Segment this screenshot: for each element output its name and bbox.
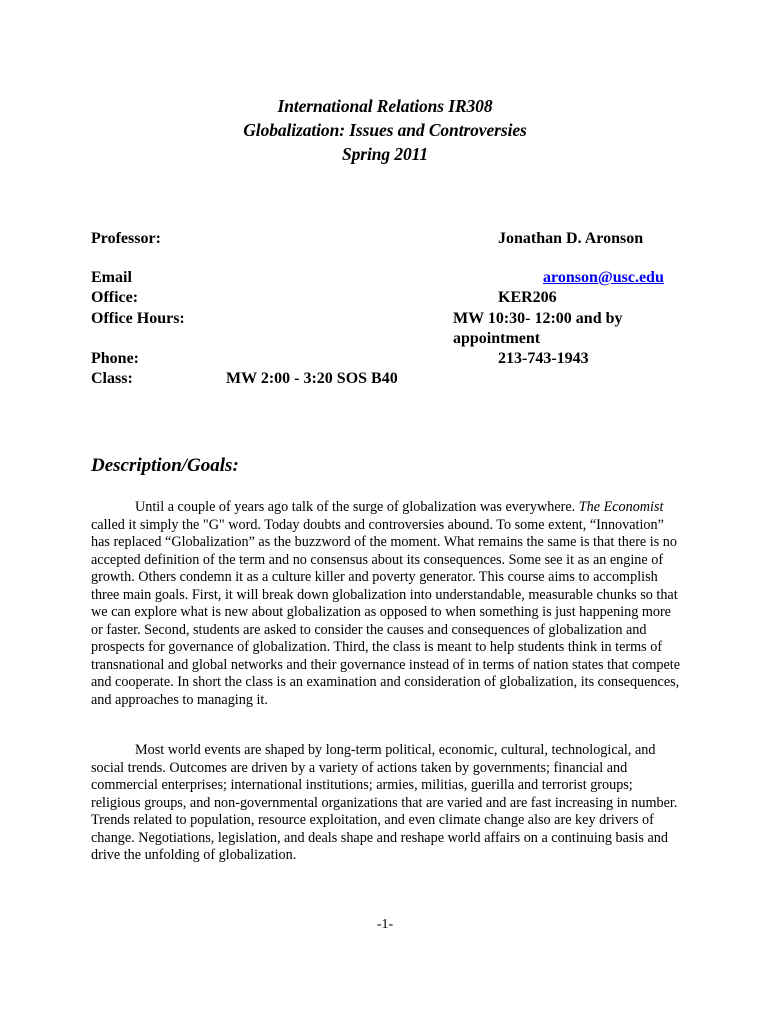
course-subtitle: Globalization: Issues and Controversies: [243, 120, 527, 140]
phone-value: 213-743-1943: [498, 350, 589, 367]
office-label: Office:: [91, 289, 139, 306]
email-link[interactable]: aronson@usc.edu: [543, 269, 664, 286]
office-hours-value: MW 10:30- 12:00 and by appointment: [453, 310, 623, 347]
professor-name: Jonathan D. Aronson: [498, 230, 644, 247]
course-term: Spring 2011: [342, 144, 428, 164]
course-title-block: [0, 94, 770, 166]
description-paragraph-2: Most world events are shaped by long-term political, economic, cultural, technological, and social trends. Outcomes are driven by a variety of actions taken by governments; financial and commercial enterprises; international institutions; armies, militias, guerilla and terrorist groups; religious groups, and non-governmental organizations that are varied and are fast increasing in number. Trends related to population, resource exploitation, and even climate change also are key drivers of change. Negotiations, legislation, and deals shape and reshape world affairs on a continuing basis and drive the unfolding of globalization.: [91, 742, 678, 863]
section-heading-description: Description/Goals:: [91, 455, 239, 476]
description-paragraph-1: [91, 499, 681, 709]
professor-label: Professor:: [91, 230, 161, 247]
paragraph-1-body: called it simply the "G" word. Today doubts and controversies abound. To some extent, “Innovation” has replaced “Globalization” as the buzzword of the moment. What remains the same is that there is no accepted definition of the term and no consensus about its consequences. Some see it as an engine of growth. Others condemn it as a culture killer and poverty generator. This course aims to accomplish three main goals. First, it will break down globalization into understandable, measurable chunks so that we can explore what is new about globalization as opposed to when something is just happening more or faster. Second, students are asked to consider the causes and consequences of globalization and prospects for governance of globalization. Third, the class is meant to help students think in terms of transnational and global networks and their governance instead of in terms of nation states that compete and cooperate. In short the class is an examination and consideration of globalization, its consequences, and approaches to managing it.: [91, 516, 680, 708]
phone-label: Phone:: [91, 350, 139, 367]
office-hours-label: Office Hours:: [91, 310, 185, 327]
class-schedule: MW 2:00 - 3:20 SOS B40: [226, 370, 398, 387]
page-number: -1-: [376, 917, 394, 932]
email-label: Email: [91, 269, 132, 286]
paragraph-1-intro: Until a couple of years ago talk of the surge of globalization was everywhere.: [135, 499, 579, 515]
class-label: Class:: [91, 370, 133, 387]
office-value: KER206: [498, 289, 557, 306]
economist-title: The Economist: [578, 499, 664, 515]
course-title: International Relations IR308: [277, 96, 493, 116]
